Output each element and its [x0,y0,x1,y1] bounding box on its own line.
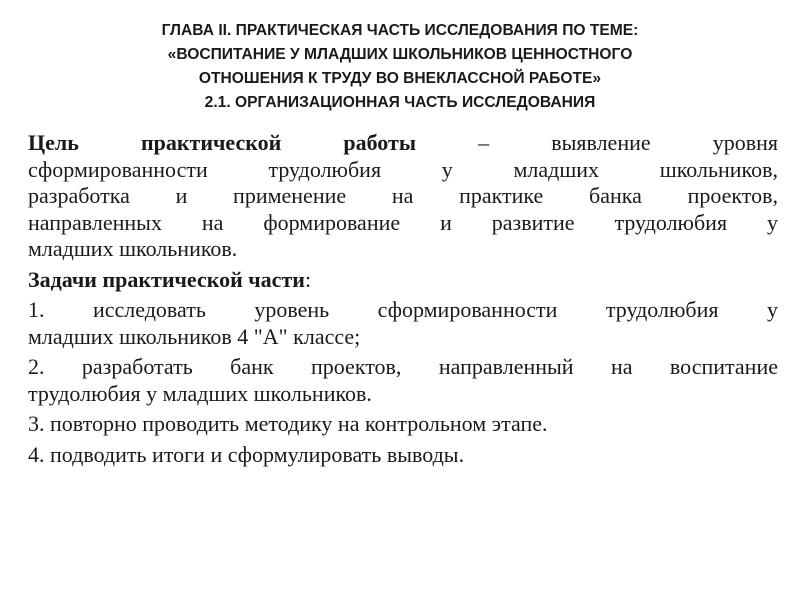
goal-line-5: младших школьников. [28,236,238,261]
task-item-1 [28,297,778,350]
task-4-line: 4. подводить итоги и сформулировать выводы. [28,441,465,467]
task-item-4 [28,442,778,469]
task-item-3 [28,411,778,438]
chapter-header [20,19,780,115]
task-2-line-2: трудолюбия у младших школьников. [28,380,372,406]
task-item-2 [28,354,778,407]
task-1-line-2: младших школьников 4 "А" классе; [28,323,361,349]
tasks-heading-line [28,267,778,294]
body-text [28,130,778,468]
goal-line-2: сформированности трудолюбия у младших школьников, [28,156,778,182]
goal-line-3: разработка и применение на практике банка проектов, [28,183,778,208]
goal-line-4: направленных на формирование и развитие трудолюбия у [28,209,778,235]
header-line-3: ОТНОШЕНИЯ К ТРУДУ ВО ВНЕКЛАССНОЙ РАБОТЕ» [198,70,602,87]
goal-text-1: – выявление уровня [416,130,778,155]
tasks-heading [28,267,778,294]
goal-line-1 [28,130,778,157]
tasks-label: Задачи практической части [28,266,305,292]
tasks-label-colon: : [304,266,312,292]
goal-label: Цель практической работы [28,130,417,155]
header-line-1: ГЛАВА II. ПРАКТИЧЕСКАЯ ЧАСТЬ ИССЛЕДОВАНИЯ ПО ТЕМЕ: [161,22,639,39]
section-title: 2.1. ОРГАНИЗАЦИОННАЯ ЧАСТЬ ИССЛЕДОВАНИЯ [204,94,596,111]
task-2-line-1: 2. разработать банк проектов, направленный на воспитание [28,354,778,379]
task-1-line-1: 1. исследовать уровень сформированности трудолюбия у [28,297,778,322]
task-3-line: 3. повторно проводить методику на контрольном этапе. [28,411,548,436]
header-line-2: «ВОСПИТАНИЕ У МЛАДШИХ ШКОЛЬНИКОВ ЦЕННОСТНОГО [167,46,633,63]
goal-paragraph [28,130,778,263]
